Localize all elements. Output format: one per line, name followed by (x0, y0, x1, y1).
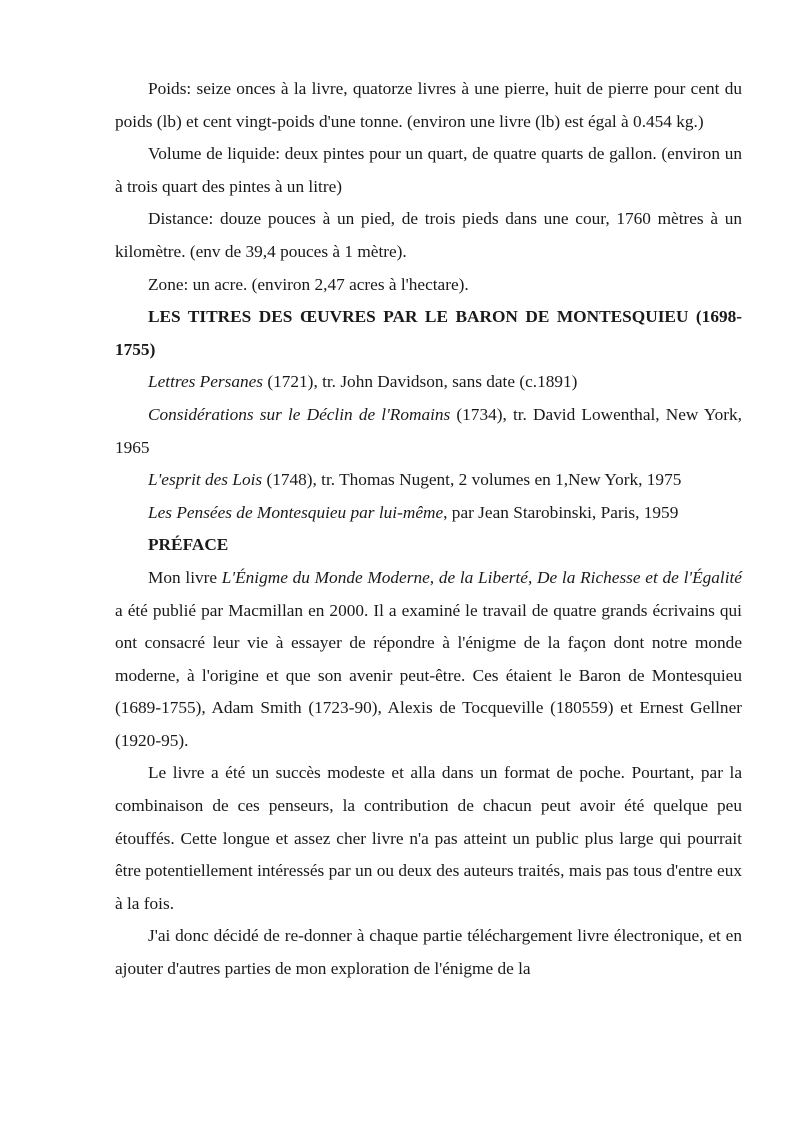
work-title: Les Pensées de Montesquieu par lui-même (148, 502, 444, 522)
work-details: (1734), tr. David Lowenthal, New York, 1965 (115, 404, 742, 457)
work-title: Considérations sur le Déclin de l'Romains (148, 404, 451, 424)
work-details: , par Jean Starobinski, Paris, 1959 (443, 502, 679, 522)
preface-intro: Mon livre (148, 567, 222, 587)
preface-paragraph-3: J'ai donc décidé de re-donner à chaque partie téléchargement livre électronique, et en ajouter d'autres parties de mon exploration de l'énigme de la (115, 926, 742, 979)
work-title: L'esprit des Lois (148, 470, 263, 490)
document-page (115, 73, 742, 986)
preface-paragraph-2: Le livre a été un succès modeste et alla dans un format de poche. Pourtant, par la combinaison de ces penseurs, la contribution de chacun peut avoir été quelque peu étouffés. Cette longue et assez cher livre n'a pas atteint un public plus large qui pourrait être potentiellement intéressés par un ou deux des auteurs traités, mais pas tous d'entre eux à la fois. (115, 763, 742, 913)
work-details: (1721), tr. John Davidson, sans date (c.1891) (263, 372, 578, 392)
preface-body: a été publié par Macmillan en 2000. Il a examiné le travail de quatre grands écrivains qui ont consacré leur vie à essayer de répondre à l'énigme de la façon dont notre monde moderne, à l'origine et que son avenir peut-être. Ces étaient le Baron de Montesquieu (1689-1755), Adam Smith (1723-90), Alexis de Tocqueville (180559) et Ernest Gellner (1920-95). (115, 600, 742, 750)
work-item (115, 399, 742, 464)
work-item (115, 497, 742, 530)
preface-heading: PRÉFACE (148, 535, 229, 555)
work-item (115, 366, 742, 399)
book-title: L'Énigme du Monde Moderne, de la Liberté, De la Richesse et de l'Égalité (221, 567, 742, 587)
work-details: (1748), tr. Thomas Nugent, 2 volumes en 1,New York, 1975 (262, 470, 682, 490)
area-paragraph: Zone: un acre. (environ 2,47 acres à l'hectare). (148, 274, 469, 294)
works-heading: LES TITRES DES ŒUVRES PAR LE BARON DE MONTESQUIEU (1698-1755) (115, 307, 742, 359)
liquid-volume-paragraph: Volume de liquide: deux pintes pour un quart, de quatre quarts de gallon. (environ un à trois quart des pintes à un litre) (115, 144, 742, 196)
weights-paragraph: Poids: seize onces à la livre, quatorze livres à une pierre, huit de pierre pour cent du poids (lb) et cent vingt-poids d'une tonne. (environ une livre (lb) est égal à 0.454 kg.) (115, 79, 742, 131)
work-item (115, 464, 742, 497)
work-title: Lettres Persanes (148, 372, 264, 392)
preface-paragraph-1 (115, 562, 742, 758)
distance-paragraph: Distance: douze pouces à un pied, de trois pieds dans une cour, 1760 mètres à un kilomètre. (env de 39,4 pouces à 1 mètre). (115, 209, 742, 261)
